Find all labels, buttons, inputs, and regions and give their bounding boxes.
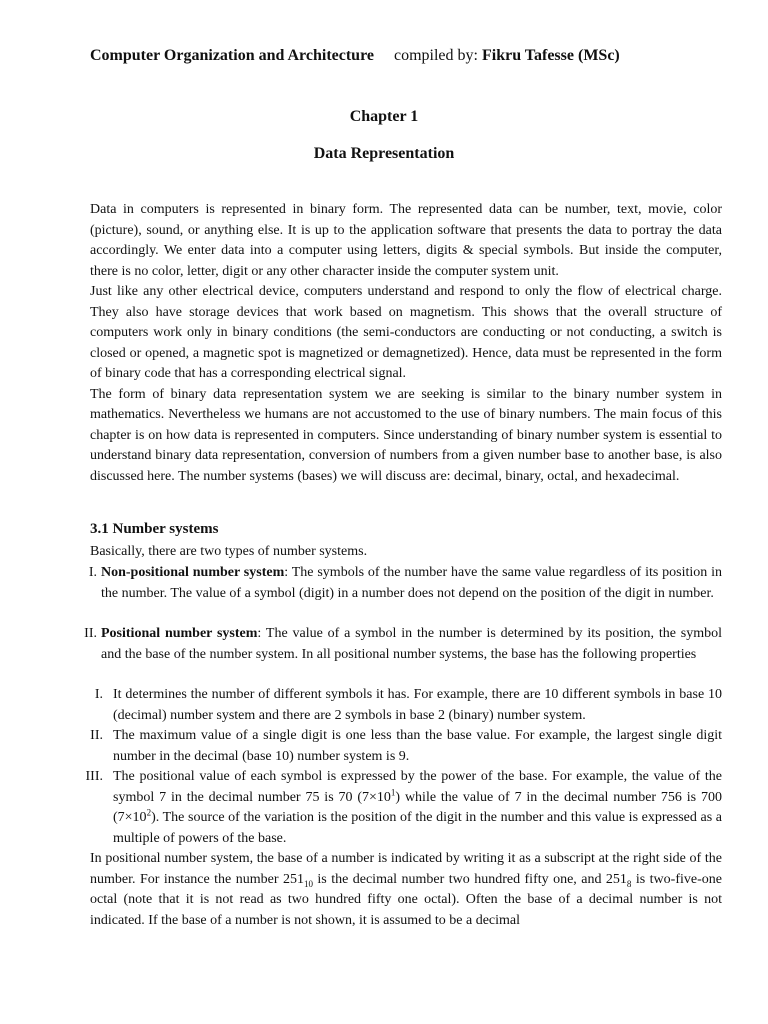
list-item [84, 624, 722, 665]
paragraph-text: In positional number system, the base of a number is indicated by writing it as a subscript at the right side of the number. For instance the number 251 [90, 851, 722, 887]
list-item [94, 685, 722, 726]
intro-section [90, 200, 722, 487]
list-text: : The value of a symbol in the number is determined by its position, the symbol and the base of the number system. In all positional number systems, the base has the following properties [101, 626, 722, 662]
compiled-by-label: compiled by: [393, 47, 478, 64]
list-text: ). The source of the variation is the position of the digit in the number and this value is expressed as a multiple of powers of the base. [113, 810, 722, 846]
closing-paragraph [90, 849, 722, 931]
paragraph-text: is the decimal number two hundred fifty one, and 251 [312, 871, 627, 887]
section-intro-text: Basically, there are two types of number systems. [90, 544, 368, 559]
author-name: Fikru Tafesse (MSc) [481, 47, 620, 64]
superscript: 1 [390, 786, 396, 797]
list-number: I. [88, 565, 97, 580]
list-number: III. [85, 769, 103, 784]
superscript: 2 [146, 807, 152, 818]
list-number: II. [84, 626, 97, 641]
list-text: The maximum value of a single digit is one less than the base value. For example, the largest single digit number in the decimal (base 10) number system is 9. [113, 728, 722, 764]
intro-paragraph: Just like any other electrical device, computers understand and respond to only the flow of electrical charge. They also have storage devices that work based on magnetism. This shows that the overall structure of computers work only in binary conditions (the semi-conductors are conducting or not conducting, a switch is closed or opened, a magnetic spot is magnetized or demagnetized). Hence, data must be represented in the form of binary code that has a corresponding electrical signal. [90, 284, 722, 381]
subscript: 8 [626, 878, 632, 889]
list-number: II. [90, 728, 103, 743]
list-text: ) while the value of 7 in the decimal number 756 is 700 (7×10 [113, 789, 722, 825]
intro-paragraph: The form of binary data representation system we are seeking is similar to the binary number system in mathematics. Nevertheless we humans are not accustomed to the use of binary numbers. The main focus of this chapter is on how data is represented in computers. Since understanding of binary number system is essential to understand binary data representation, conversion of numbers from a given number base to another base, is also discussed here. The number systems (bases) we will discuss are: decimal, binary, octal, and hexadecimal. [90, 386, 722, 484]
list-text: It determines the number of different symbols it has. For example, there are 10 different symbols in base 10 (decimal) number system and there are 2 symbols in base 2 (binary) number system. [113, 687, 722, 723]
list-text: : The symbols of the number have the same value regardless of its position in the number. The value of a symbol (digit) in a number does not depend on the position of the digit in number. [101, 565, 723, 601]
section-heading: 3.1 Number systems [90, 521, 219, 537]
list-term: Positional number system [101, 626, 258, 641]
paragraph-text: is two-five-one octal (note that it is not read as two hundred fifty one octal). Often the base of a decimal number is not indicated. If the base of a number is not shown, it is assumed to be a decimal [90, 871, 722, 928]
list-term: Non-positional number system [101, 565, 285, 580]
list-text: The positional value of each symbol is expressed by the power of the base. For example, the value of the symbol 7 in the decimal number 75 is 70 (7×10 [113, 769, 722, 805]
chapter-number: Chapter 1 [349, 108, 419, 125]
list-item [90, 726, 722, 767]
list-item [88, 563, 723, 604]
course-title: Computer Organization and Architecture [90, 47, 374, 64]
subscript: 10 [303, 878, 313, 889]
list-number: I. [94, 687, 103, 702]
page-header [90, 47, 620, 65]
chapter-title: Data Representation [313, 145, 455, 162]
list-item [85, 767, 722, 849]
intro-paragraph: Data in computers is represented in binary form. The represented data can be number, text, movie, color (picture), sound, or anything else. It is up to the application software that presents the data to portray the data accordingly. We enter data into a computer using letters, digits & special symbols. But inside the computer, there is no color, letter, digit or any other character inside the computer system unit. [90, 202, 722, 279]
